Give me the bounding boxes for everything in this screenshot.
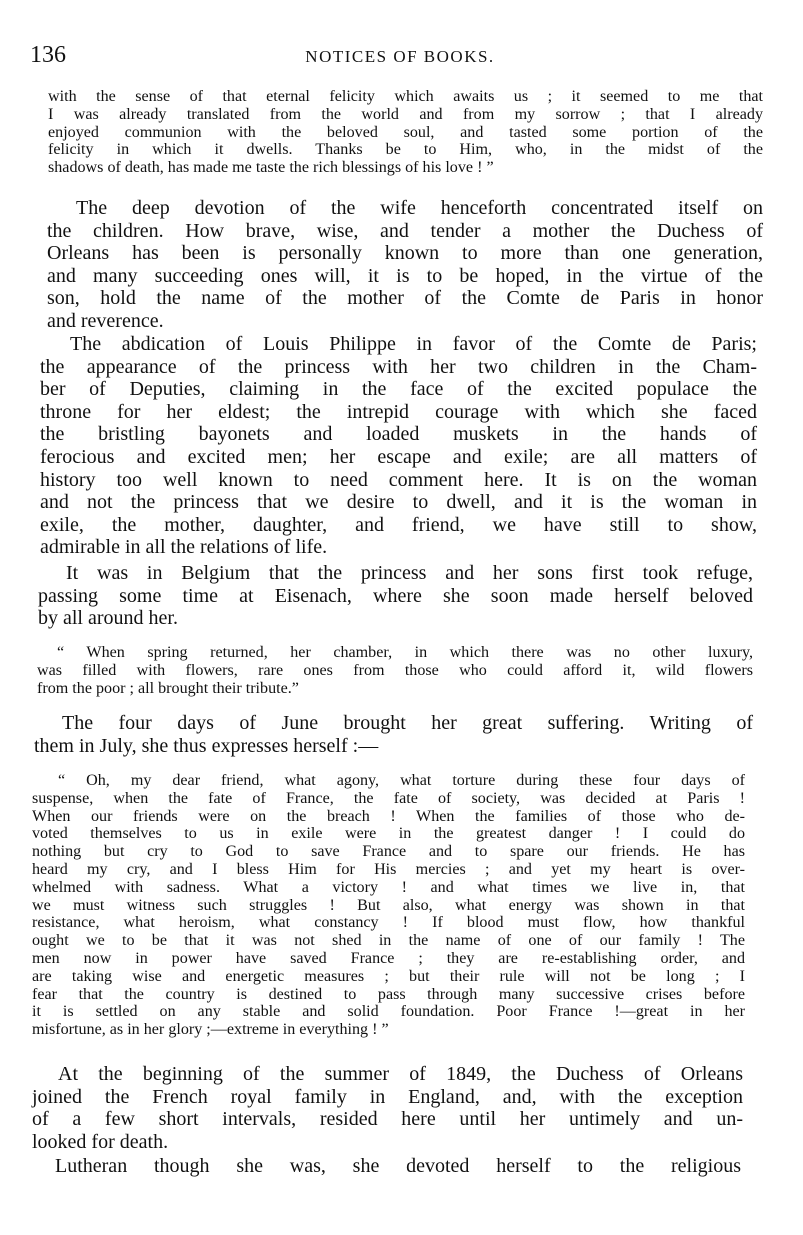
text-line: exile, the mother, daughter, and friend, we have still to show,: [40, 513, 757, 536]
paragraph-summer-1849: [0, 1063, 803, 1153]
text-line: nothing but cry to God to save France and to spare our friends. He has: [32, 843, 745, 861]
block-quote-letter-june: [0, 772, 803, 1039]
paragraph-june: [0, 712, 803, 757]
text-line: suspense, when the fate of France, the fate of society, was decided at Paris !: [32, 789, 745, 807]
text-line: I was already translated from the world and from my sorrow ; that I already: [48, 105, 763, 123]
text-line: The four days of June brought her great suffering. Writing of: [62, 712, 753, 734]
text-line: felicity in which it dwells. Thanks be to Him, who, in the midst of the: [48, 141, 763, 159]
text-line: looked for death.: [32, 1130, 169, 1153]
text-line: passing some time at Eisenach, where she soon made herself beloved: [38, 584, 753, 607]
text-line: voted themselves to us in exile were in the greatest danger ! I could do: [32, 825, 745, 843]
text-line: with the sense of that eternal felicity which awaits us ; it seemed to me that: [48, 88, 763, 105]
text-line: resistance, what heroism, what constancy ! If blood must flow, how thankful: [32, 914, 745, 932]
text-line: from the poor ; all brought their tribute.”: [37, 679, 299, 697]
text-line: and not the princess that we desire to dwell, and it is the woman in: [40, 491, 757, 514]
page-header: [30, 40, 770, 74]
text-line: throne for her eldest; the intrepid courage with which she faced: [40, 400, 757, 423]
text-line: joined the French royal family in England, and, with the exception: [32, 1085, 743, 1108]
text-line: ferocious and excited men; her escape and exile; are all matters of: [40, 445, 757, 468]
text-line: Orleans has been is personally known to more than one generation,: [47, 242, 763, 265]
text-line: misfortune, as in her glory ;—extreme in everything ! ”: [32, 1021, 389, 1039]
text-line: history too well known to need comment here. It is on the woman: [40, 468, 757, 491]
paragraph-belgium: [0, 562, 803, 630]
paragraph-lutheran: [0, 1155, 803, 1178]
block-quote-letter-continued: [0, 88, 803, 177]
running-title: NOTICES OF BOOKS.: [305, 47, 495, 66]
text-line: heard my cry, and I bless Him for His mercies ; and yet my heart is over-: [32, 860, 745, 878]
text-line: it is settled on any stable and solid foundation. Poor France !—great in her: [32, 1003, 745, 1021]
text-line: the bristling bayonets and loaded muskets in the hands of: [40, 423, 757, 446]
text-line: At the beginning of the summer of 1849, the Duchess of Orleans: [58, 1063, 743, 1085]
text-line: When our friends were on the breach ! When the families of those who de-: [32, 807, 745, 825]
text-line: The deep devotion of the wife henceforth concentrated itself on: [76, 197, 763, 219]
text-line: the appearance of the princess with her two children in the Cham-: [40, 355, 757, 378]
text-line: fear that the country is destined to pass through many successive crises before: [32, 985, 745, 1003]
block-quote-spring: [0, 644, 803, 697]
text-line: we must witness such struggles ! But also, what energy was shown in that: [32, 896, 745, 914]
text-line: ber of Deputies, claiming in the face of the excited populace the: [40, 378, 757, 401]
text-line: admirable in all the relations of life.: [40, 536, 328, 559]
text-line: and many succeeding ones will, it is to be hoped, in the virtue of the: [47, 264, 763, 287]
text-line: was filled with flowers, rare ones from those who could afford it, wild flowers: [37, 661, 753, 679]
text-line: It was in Belgium that the princess and her sons first took refuge,: [66, 562, 753, 584]
text-line: of a few short intervals, resided here until her untimely and un-: [32, 1108, 743, 1131]
text-line: men now in power have saved France ; they are re-establishing order, and: [32, 949, 745, 967]
text-line: and reverence.: [47, 309, 164, 332]
text-line: The abdication of Louis Philippe in favor of the Comte de Paris;: [70, 333, 757, 355]
text-line: are taking wise and energetic measures ; but their rule will not be long ; I: [32, 967, 745, 985]
text-line: whelmed with sadness. What a victory ! and what times we live in, that: [32, 878, 745, 896]
text-line: “ Oh, my dear friend, what agony, what torture during these four days of: [58, 772, 745, 789]
text-line: the children. How brave, wise, and tender a mother the Duchess of: [47, 219, 763, 242]
paragraph-devotion: [0, 197, 803, 333]
text-line: son, hold the name of the mother of the Comte de Paris in honor: [47, 287, 763, 310]
page-number: 136: [30, 42, 66, 68]
text-line: them in July, she thus expresses herself :—: [34, 734, 379, 757]
paragraph-abdication: [0, 333, 803, 559]
text-line: ought we to be that it was not shed in the name of one of our family ! The: [32, 932, 745, 950]
text-line: Lutheran though she was, she devoted herself to the religious: [55, 1155, 741, 1177]
text-line: shadows of death, has made me taste the rich blessings of his love ! ”: [48, 159, 494, 177]
text-line: enjoyed communion with the beloved soul, and tasted some portion of the: [48, 123, 763, 141]
text-line: “ When spring returned, her chamber, in which there was no other luxury,: [57, 644, 753, 661]
text-line: by all around her.: [38, 607, 178, 630]
